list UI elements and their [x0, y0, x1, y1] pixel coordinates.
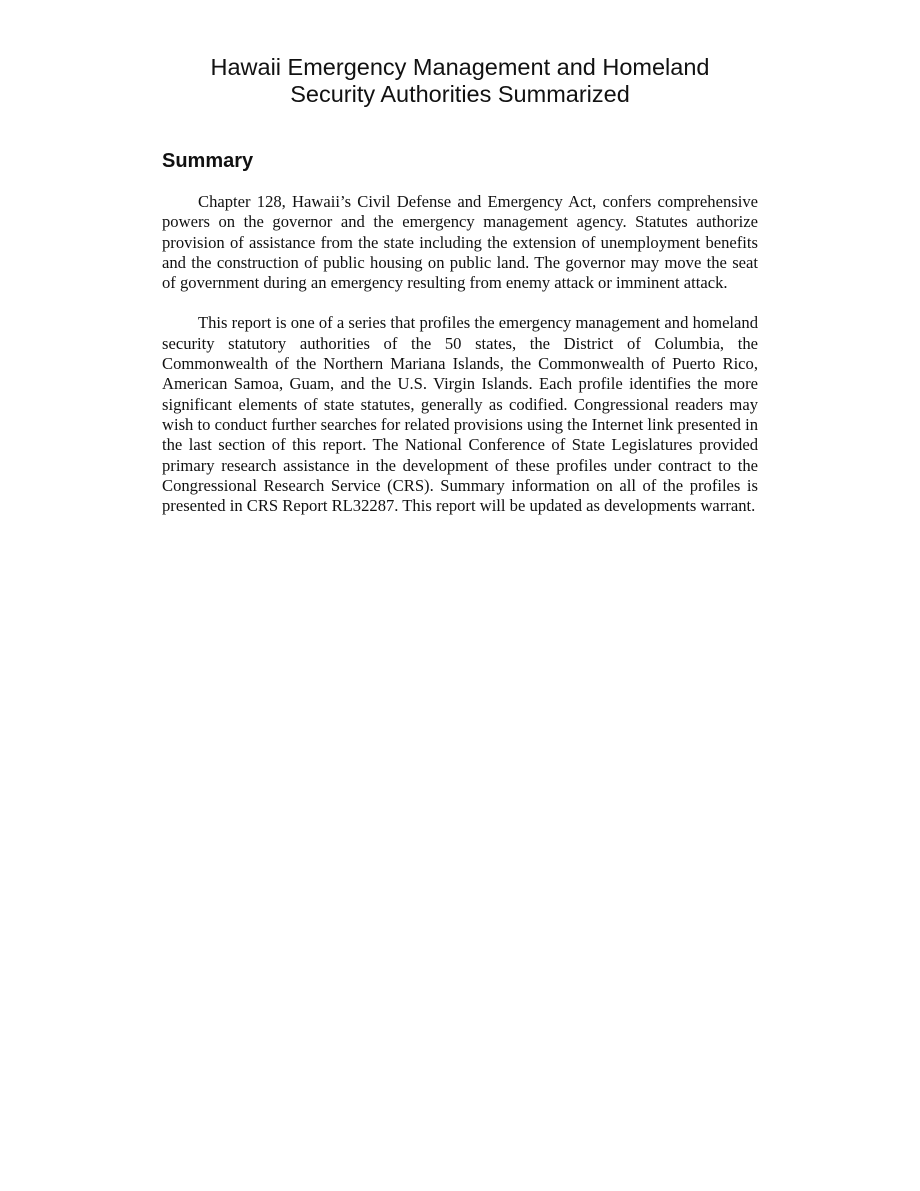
document-page: [162, 54, 758, 516]
title-line-2: Security Authorities Summarized: [290, 81, 630, 107]
document-title: [162, 54, 758, 108]
title-line-1: Hawaii Emergency Management and Homeland: [210, 54, 710, 80]
summary-paragraph-2: This report is one of a series that profiles the emergency management and homeland security statutory authorities of the 50 states, the District of Columbia, the Commonwealth of the Northern Mariana Islands, the Commonwealth of Puerto Rico, American Samoa, Guam, and the U.S. Virgin Islands. Each profile identifies the more significant elements of state statutes, generally as codified. Congressional readers may wish to conduct further searches for related provisions using the Internet link presented in the last section of this report. The National Conference of State Legislatures provided primary research assistance in the development of these profiles under contract to the Congressional Research Service (CRS). Summary information on all of the profiles is presented in CRS Report RL32287. This report will be updated as developments warrant.: [162, 313, 758, 516]
summary-paragraph-1: Chapter 128, Hawaii’s Civil Defense and Emergency Act, confers comprehensive powers on the governor and the emergency management agency. Statutes authorize provision of assistance from the state including the extension of unemployment benefits and the construction of public housing on public land. The governor may move the seat of government during an emergency resulting from enemy attack or imminent attack.: [162, 192, 758, 293]
section-heading-summary: Summary: [162, 150, 254, 172]
